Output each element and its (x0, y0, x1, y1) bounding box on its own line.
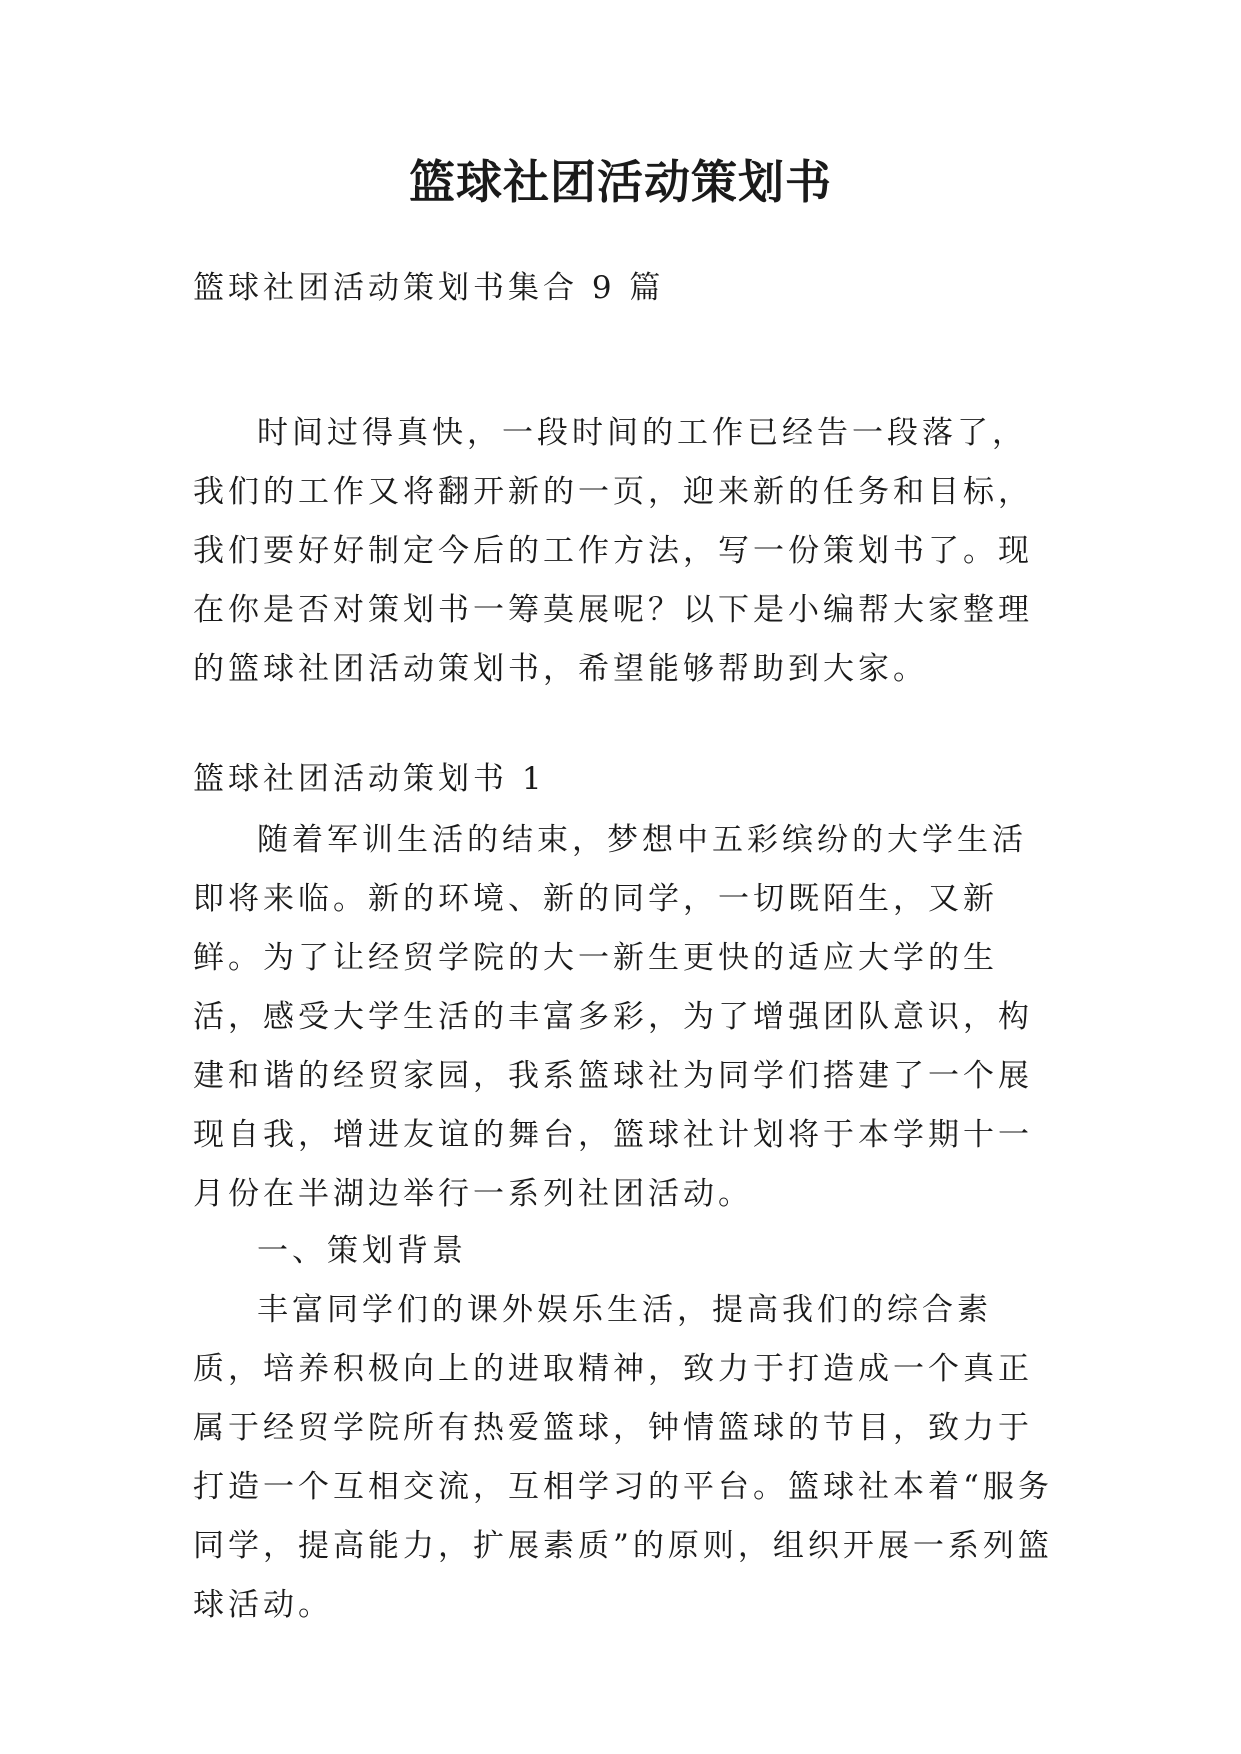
document-subtitle: 篮球社团活动策划书集合 9 篇 (193, 270, 665, 306)
background-paragraph: 丰富同学们的课外娱乐生活，提高我们的综合素质，培养积极向上的进取精神，致力于打造成一个真正属于经贸学院所有热爱篮球，钟情篮球的节目，致力于打造一个互相交流，互相学习的平台。篮球社本着“服务同学，提高能力，扩展素质”的原则，组织开展一系列篮球活动。 (193, 1292, 1053, 1623)
intro-paragraph: 时间过得真快，一段时间的工作已经告一段落了，我们的工作又将翻开新的一页，迎来新的任务和目标，我们要好好制定今后的工作方法，写一份策划书了。现在你是否对策划书一筹莫展呢？以下是小编帮大家整理的篮球社团活动策划书，希望能够帮助到大家。 (193, 415, 1033, 687)
document-title: 篮球社团活动策划书 (409, 155, 832, 209)
section-heading: 篮球社团活动策划书 1 (193, 761, 546, 797)
background-heading: 一、策划背景 (257, 1233, 467, 1269)
section-paragraph: 随着军训生活的结束，梦想中五彩缤纷的大学生活即将来临。新的环境、新的同学，一切既陌生，又新鲜。为了让经贸学院的大一新生更快的适应大学的生活，感受大学生活的丰富多彩，为了增强团队意识，构建和谐的经贸家园，我系篮球社为同学们搭建了一个展现自我，增进友谊的舞台，篮球社计划将于本学期十一月份在半湖边举行一系列社团活动。 (193, 822, 1033, 1212)
